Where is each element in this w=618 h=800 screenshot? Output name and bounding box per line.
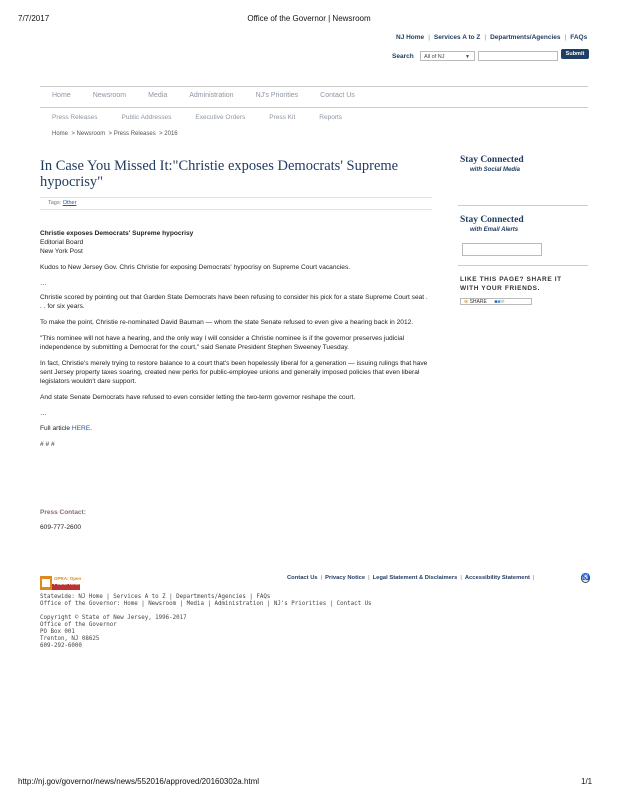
article-paragraph: Kudos to New Jersey Gov. Chris Christie for exposing Democrats' hypocrisy on Supreme Court vacancies. [40, 264, 351, 271]
footer-link-privacy[interactable]: Privacy Notice [325, 575, 366, 581]
main-nav-media[interactable]: Media [148, 92, 168, 99]
article-ellipsis: … [40, 410, 47, 417]
article-paragraph: To make the point, Christie re-nominated David Bauman — whom the state Senate refused to even give a hearing back in 2012. [40, 319, 414, 326]
breadcrumb-press-releases[interactable]: > Press Releases [108, 131, 156, 137]
facebook-icon: ■ [494, 299, 498, 305]
footer-link-legal[interactable]: Legal Statement & Disclaimers [372, 575, 458, 581]
share-label: SHARE [469, 299, 487, 305]
article-source: New York Post [40, 248, 83, 255]
breadcrumb [52, 131, 178, 137]
footer-statewide: Statewide: NJ Home | Services A to Z | Departments/Agencies | FAQs [40, 594, 271, 600]
opra-line2: Public Records Act [54, 581, 96, 586]
search-input[interactable] [478, 51, 558, 61]
main-nav-contact[interactable]: Contact Us [320, 92, 355, 99]
sub-nav [52, 114, 366, 121]
footer-address-line: Trenton, NJ 08625 [40, 636, 100, 642]
top-nav: NJ Home | Services A to Z | Departments/Agencies | FAQs [396, 34, 588, 41]
print-date: 7/7/2017 [18, 14, 50, 23]
search-scope-value: All of NJ [424, 54, 445, 60]
search-scope-select[interactable] [420, 51, 475, 61]
sidebar-divider [458, 265, 588, 266]
main-nav-bottom-divider [40, 107, 588, 108]
sub-nav-press-releases[interactable]: Press Releases [52, 114, 98, 121]
article-byline: Editorial Board [40, 239, 84, 246]
footer-address-line: Office of the Governor [40, 622, 117, 628]
full-article-link[interactable]: HERE [71, 425, 91, 432]
title-divider [40, 197, 432, 198]
search-submit-button[interactable]: Submit [561, 49, 589, 59]
email-heading: Stay Connected [460, 215, 524, 225]
full-article-line [40, 424, 430, 433]
social-subheading: with Social Media [470, 167, 521, 173]
tag-link-other[interactable]: Other [62, 200, 77, 206]
print-title: Office of the Governor | Newsroom [247, 14, 371, 23]
sub-nav-press-kit[interactable]: Press Kit [269, 114, 296, 121]
footer-address [40, 615, 187, 650]
footer-address-line: PO Box 001 [40, 629, 75, 635]
breadcrumb-newsroom[interactable]: > Newsroom [71, 131, 106, 137]
top-nav-services[interactable]: Services A to Z [433, 34, 481, 41]
search-label: Search [392, 53, 414, 60]
tags-divider [40, 209, 432, 210]
sub-nav-reports[interactable]: Reports [319, 114, 343, 121]
press-contact-phone: 609-777-2600 [40, 524, 82, 531]
breadcrumb-year[interactable]: > 2016 [159, 131, 178, 137]
main-nav-home[interactable]: Home [52, 92, 71, 99]
share-plus-icon: ⊕ [464, 299, 469, 305]
article-paragraph: "This nominee will not have a hearing, and the only way I will consider a Christie nominee is if the governor preserves judicial independence by submitting a Democrat for the court," said Senate President Stephen Sweeney Tuesday. [40, 335, 405, 351]
accessibility-icon[interactable]: ♿ [582, 575, 590, 581]
opra-line1: OPRA: Open [54, 576, 82, 581]
end-mark: # # # [40, 441, 55, 448]
top-nav-faqs[interactable]: FAQs [570, 34, 588, 41]
footer-link-accessibility[interactable]: Accessibility Statement [464, 575, 530, 581]
article-paragraph: In fact, Christie's merely trying to restore balance to a court that's been hopelessly liberal for a generation — issuing rulings that have sent Jersey property taxes soaring, created new perks for public-employee unions and generally imposed policies that even liberal legislators wouldn't dare support. [40, 360, 428, 385]
article-paragraph: Christie scored by pointing out that Garden State Democrats have been refusing to consider his pick for a state Supreme Court seat . . . for six years. [40, 294, 428, 310]
top-nav-departments[interactable]: Departments/Agencies [490, 34, 561, 41]
sub-nav-public-addresses[interactable]: Public Addresses [121, 114, 172, 121]
email-subheading: with Email Alerts [470, 227, 519, 233]
article-ellipsis: … [40, 280, 47, 287]
article-body [40, 229, 430, 449]
print-page-number: 1/1 [581, 777, 593, 786]
twitter-icon: ■ [497, 299, 501, 305]
footer-copyright: Copyright © State of New Jersey, 1996-2017 [40, 615, 187, 621]
print-url: http://nj.gov/governor/news/news/552016/approved/20160302a.html [18, 777, 260, 786]
footer-links: Contact Us | Privacy Notice | Legal Statement & Disclaimers | Accessibility Statement | [287, 575, 535, 581]
share-prompt-line2: WITH YOUR FRIENDS. [460, 285, 541, 292]
opra-text [54, 576, 95, 586]
article-headline: Christie exposes Democrats' Supreme hypocrisy [40, 230, 194, 237]
breadcrumb-home[interactable]: Home [52, 131, 69, 137]
social-heading: Stay Connected [460, 155, 524, 165]
page-title: In Case You Missed It:"Christie exposes Democrats' Supreme hypocrisy" [40, 158, 399, 190]
full-article-suffix: . [90, 425, 93, 432]
main-nav-top-divider [40, 86, 588, 87]
main-nav-newsroom[interactable]: Newsroom [92, 92, 127, 99]
main-nav [52, 92, 377, 99]
tags [48, 200, 76, 206]
email-icon: ✉ [500, 299, 505, 305]
main-nav-priorities[interactable]: NJ's Priorities [255, 92, 299, 99]
share-prompt [460, 275, 562, 293]
full-article-prefix: Full article [40, 425, 72, 432]
article-paragraph: And state Senate Democrats have refused to even consider letting the two-term governor reshape the court. [40, 394, 356, 401]
tags-label: Tags: [48, 200, 62, 206]
press-contact-label: Press Contact: [40, 509, 86, 516]
footer-phone: 609-292-6000 [40, 643, 82, 649]
share-prompt-line1: LIKE THIS PAGE? SHARE IT [460, 276, 562, 283]
chevron-down-icon: ▼ [465, 54, 470, 60]
sidebar-divider [458, 205, 588, 206]
footer-office: Office of the Governor: Home | Newsroom | Media | Administration | NJ's Priorities | Contact Us [40, 601, 372, 607]
email-signup-input[interactable] [462, 243, 542, 256]
footer-link-contact[interactable]: Contact Us [287, 575, 318, 581]
share-button[interactable] [460, 298, 532, 305]
sub-nav-executive-orders[interactable]: Executive Orders [195, 114, 246, 121]
top-nav-nj-home[interactable]: NJ Home [396, 34, 425, 41]
main-nav-administration[interactable]: Administration [189, 92, 234, 99]
